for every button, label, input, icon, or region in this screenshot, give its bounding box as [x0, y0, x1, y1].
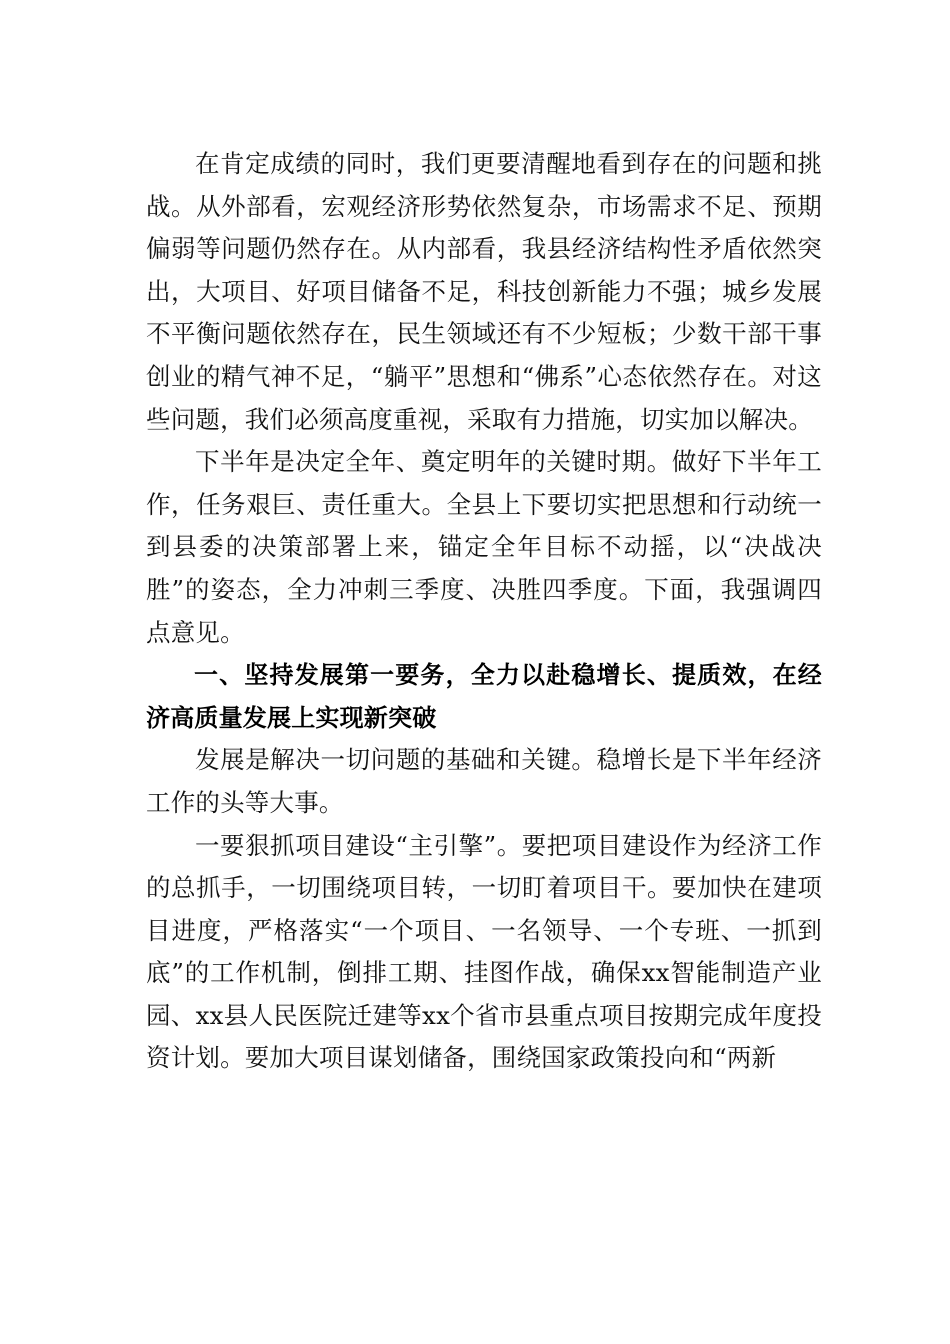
- paragraph-problems-challenges: 在肯定成绩的同时，我们更要清醒地看到存在的问题和挑战。从外部看，宏观经济形势依然复杂，市场需求不足、预期偏弱等问题仍然存在。从内部看，我县经济结构性矛盾依然突出，大项目、好项目储备不足，科技创新能力不强；城乡发展不平衡问题依然存在，民生领域还有不少短板；少数干部干事创业的精气神不足，“躺平”思想和“佛系”心态依然存在。对这些问题，我们必须高度重视，采取有力措施，切实加以解决。: [146, 149, 822, 434]
- paragraph-project-construction: 一要狠抓项目建设“主引擎”。要把项目建设作为经济工作的总抓手，一切围绕项目转，一切盯着项目干。要加快在建项目进度，严格落实“一个项目、一名领导、一个专班、一抓到底”的工作机制，倒排工期、挂图作战，确保xx智能制造产业园、xx县人民医院迁建等xx个省市县重点项目按期完成年度投资计划。要加大项目谋划储备，围绕国家政策投向和“两新: [146, 830, 822, 1073]
- paragraph-development-foundation: 发展是解决一切问题的基础和关键。稳增长是下半年经济工作的头等大事。: [146, 745, 822, 817]
- section-heading-1: 一、坚持发展第一要务，全力以赴稳增长、提质效，在经济高质量发展上实现新突破: [146, 661, 822, 732]
- document-body: [146, 143, 822, 1080]
- paragraph-second-half-year: 下半年是决定全年、奠定明年的关键时期。做好下半年工作，任务艰巨、责任重大。全县上下要切实把思想和行动统一到县委的决策部署上来，锚定全年目标不动摇，以“决战决胜”的姿态，全力冲刺三季度、决胜四季度。下面，我强调四点意见。: [146, 447, 822, 647]
